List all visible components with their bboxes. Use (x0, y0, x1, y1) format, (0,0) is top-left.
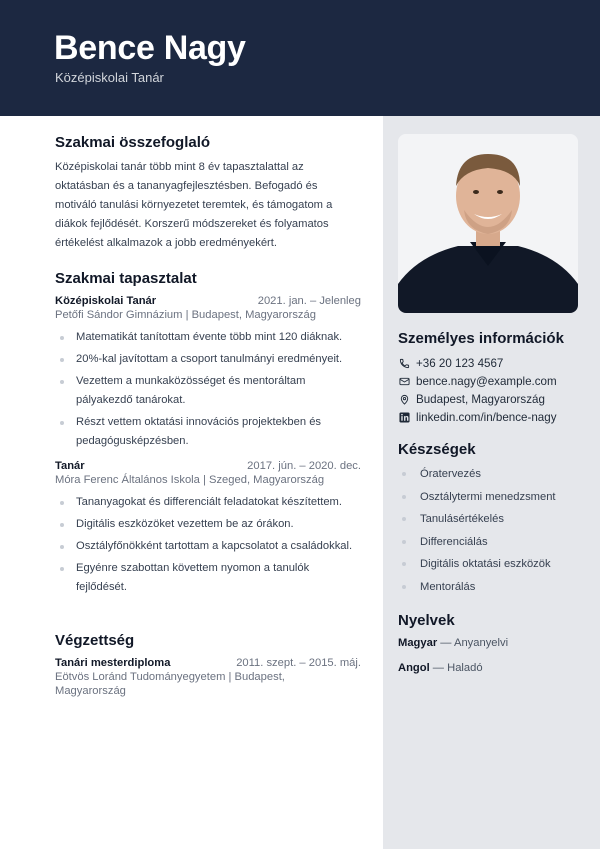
job-date: 2021. jan. – Jelenleg (257, 295, 361, 307)
summary-text: Középiskolai tanár több mint 8 év tapasztalattal az oktatásban és a tananyagfejlesztésben. Befogadó és motiváló tanulási környezetet teremtek, és támogatom a diákok fejlődését. Korszerű módszereket és folyamatos értékelést alkalmazok a jobb eredményekért. (55, 161, 333, 249)
contact-phone (398, 354, 588, 372)
linkedin-icon (398, 411, 410, 423)
list-item: Mentorálás (398, 580, 588, 594)
skills-section (398, 441, 588, 602)
language-level: Anyanyelvi (453, 637, 509, 649)
degree-title: Tanári mesterdiploma (55, 657, 171, 669)
header-banner (0, 0, 600, 116)
list-item: Egyénre szabottan követtem nyomon a tanulók fejlődését. (55, 559, 361, 597)
language-level: Haladó (447, 662, 483, 674)
list-item: Részt vettem oktatási innovációs projektekben és pedagógusképzésben. (55, 413, 361, 451)
list-item: Óratervezés (398, 467, 588, 481)
candidate-role: Középiskolai Tanár (55, 70, 164, 85)
profile-photo (398, 134, 578, 313)
personal-info-section (398, 330, 588, 426)
job-date: 2017. jún. – 2020. dec. (247, 460, 361, 472)
languages-section (398, 612, 588, 675)
job-entry (55, 294, 361, 451)
linkedin-text: linkedin.com/in/bence-nagy (416, 410, 557, 424)
list-item: Digitális eszközöket vezettem be az órákon. (55, 515, 361, 534)
job-bullets (55, 493, 361, 597)
email-icon (398, 375, 410, 387)
job-title: Tanár (55, 460, 85, 472)
personal-heading: Személyes információk (398, 330, 564, 347)
job-title: Középiskolai Tanár (55, 295, 157, 307)
list-item: Vezettem a munkaközösséget és mentoráltam pályakezdő tanárokat. (55, 372, 361, 410)
location-pin-icon (398, 393, 410, 405)
education-place: Eötvös Loránd Tudományegyetem | Budapest, Magyarország (55, 671, 285, 697)
education-heading: Végzettség (55, 632, 135, 649)
contact-location (398, 390, 588, 408)
job-place: Móra Ferenc Általános Iskola | Szeged, Magyarország (55, 474, 325, 486)
skills-list (398, 467, 588, 594)
language-row: Magyar — Anyanyelvi (398, 637, 509, 649)
email-text: bence.nagy@example.com (416, 374, 557, 388)
list-item: Differenciálás (398, 535, 588, 549)
language-name: Magyar (398, 637, 438, 649)
location-text: Budapest, Magyarország (416, 392, 545, 406)
list-item: Matematikát tanítottam évente több mint 120 diáknak. (55, 328, 361, 347)
skills-heading: Készségek (398, 441, 476, 458)
summary-section (55, 134, 361, 253)
languages-heading: Nyelvek (398, 612, 455, 629)
education-section (55, 632, 361, 698)
summary-heading: Szakmai összefoglaló (55, 134, 211, 151)
job-entry (55, 459, 361, 597)
language-name: Angol (398, 662, 430, 674)
job-bullets (55, 328, 361, 451)
list-item: Tananyagokat és differenciált feladatokat készítettem. (55, 493, 361, 512)
contact-linkedin[interactable] (398, 408, 588, 426)
list-item: Osztálytermi menedzsment (398, 490, 588, 504)
phone-text: +36 20 123 4567 (416, 356, 504, 370)
job-place: Petőfi Sándor Gimnázium | Budapest, Magyarország (55, 309, 316, 321)
list-item: Osztályfőnökként tartottam a kapcsolatot a családokkal. (55, 537, 361, 556)
list-item: Digitális oktatási eszközök (398, 557, 588, 571)
language-row: Angol — Haladó (398, 662, 483, 674)
experience-section (55, 270, 361, 600)
phone-icon (398, 357, 410, 369)
experience-heading: Szakmai tapasztalat (55, 270, 197, 287)
candidate-name: Bence Nagy (54, 29, 246, 67)
education-date: 2011. szept. – 2015. máj. (236, 657, 361, 669)
list-item: Tanulásértékelés (398, 512, 588, 526)
contact-email[interactable] (398, 372, 588, 390)
list-item: 20%-kal javítottam a csoport tanulmányi eredményeit. (55, 350, 361, 369)
